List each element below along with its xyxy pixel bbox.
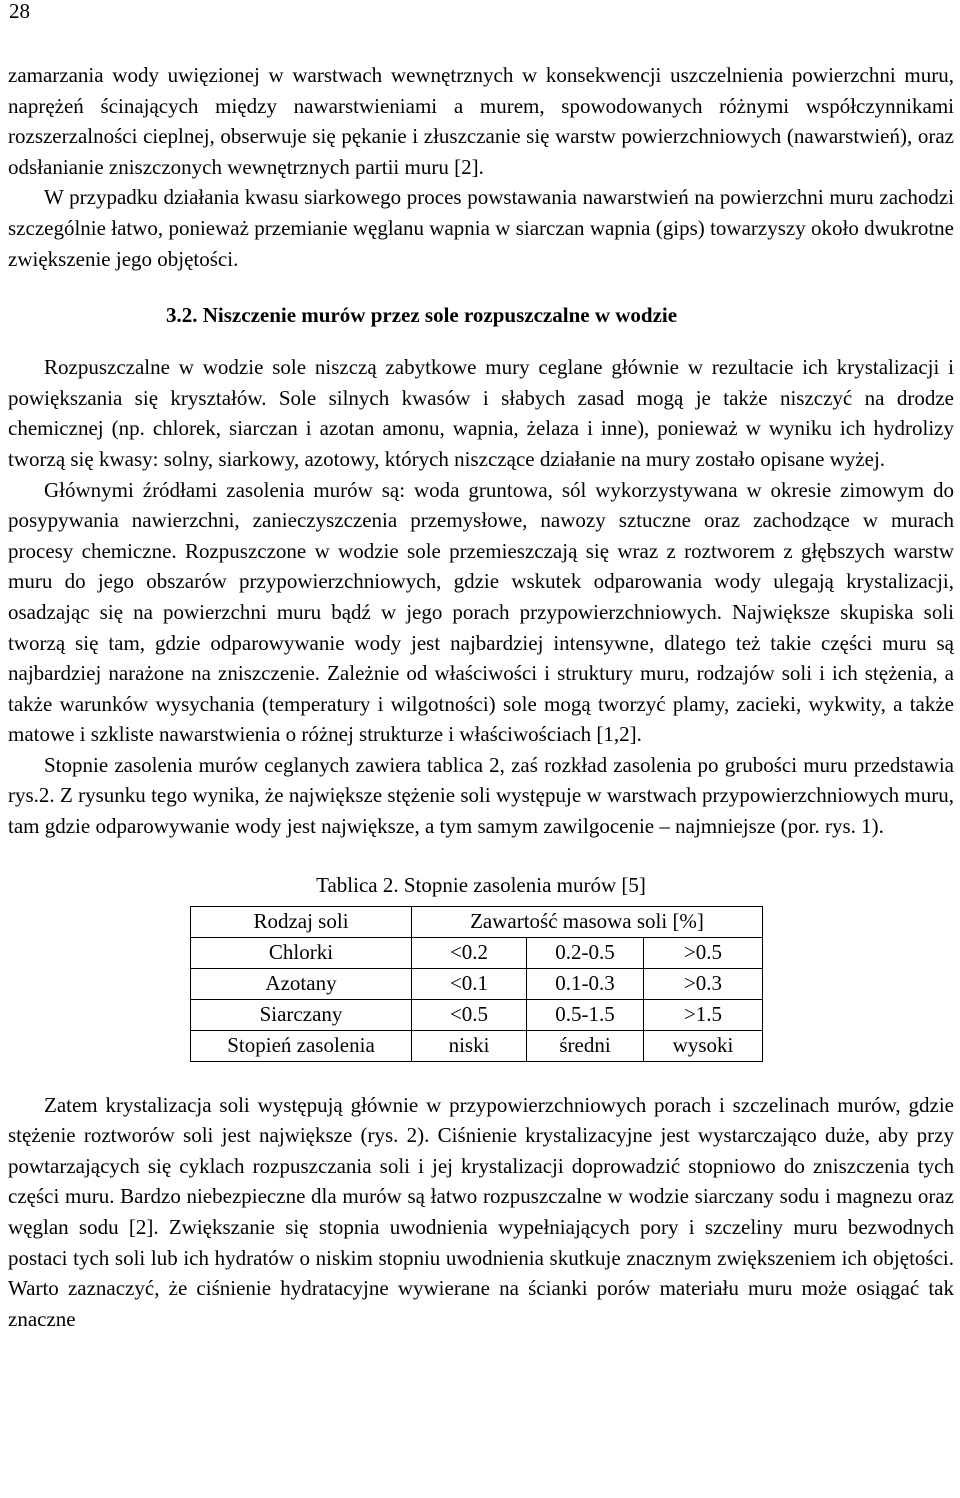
paragraph-salinity-sources: Głównymi źródłami zasolenia murów są: woda gruntowa, sól wykorzystywana w okresie zimowym do posypywania nawierzchni, zanieczyszczenia przemysłowe, nawozy sztuczne oraz zachodzące w murach procesy chemiczne. Rozpuszczone w wodzie sole przemieszczają się wraz z roztworem z głębszych warstw muru do jego obszarów przypowierzchniowych, gdzie wskutek odparowania wody ulegają krystalizacji, osadzając się na powierzchni muru bądź w jego porach przypowierzchniowych. Największe skupiska soli tworzą się tam, gdzie odparowywanie wody jest najbardziej intensywne, dlatego też takie części muru są najbardziej narażone na zniszczenie. Zależnie od właściwości i struktury muru, rodzajów soli i ich stężenia, a także warunków wysychania (temperatury i wilgotności) sole mogą tworzyć plamy, zacieki, wykwity, a także matowe i szkliste nawarstwienia o różnej strukturze i właściwościach [1,2]. (8, 477, 954, 747)
table-cell: Stopień zasolenia (191, 1030, 412, 1061)
table-cell: 0.5-1.5 (527, 999, 644, 1030)
table-row (191, 999, 763, 1030)
table-cell: <0.1 (412, 968, 527, 999)
table-cell: wysoki (644, 1030, 763, 1061)
table-cell: 0.2-0.5 (527, 937, 644, 968)
table-cell: 0.1-0.3 (527, 968, 644, 999)
table-header-row (191, 906, 763, 937)
salinity-table (190, 906, 763, 1062)
table-row (191, 1030, 763, 1061)
table-header-cell: Rodzaj soli (191, 906, 412, 937)
table-cell: średni (527, 1030, 644, 1061)
section-heading: 3.2. Niszczenie murów przez sole rozpuszczalne w wodzie (166, 303, 678, 328)
paragraph-soluble-salts: Rozpuszczalne w wodzie sole niszczą zabytkowe mury ceglane głównie w rezultacie ich krystalizacji i powiększania się kryształów. Sole silnych kwasów i słabych zasad mogą je także niszczyć na drodze chemicznej (np. chlorek, siarczan i azotan amonu, wapnia, żelaza i inne), ponieważ w wyniku ich hydrolizy tworzą się kwasy: solny, siarkowy, azotowy, których niszczące działanie na mury zostało opisane wyżej. (8, 355, 954, 471)
table-cell: <0.2 (412, 937, 527, 968)
table-cell: >1.5 (644, 999, 763, 1030)
paragraph-sulfuric-acid: W przypadku działania kwasu siarkowego proces powstawania nawarstwień na powierzchni muru zachodzi szczególnie łatwo, ponieważ przemianie węglanu wapnia w siarczan wapnia (gips) towarzyszy około dwukrotne zwiększenie jego objętości. (8, 185, 954, 271)
table-header-cell: Zawartość masowa soli [%] (412, 906, 763, 937)
table-cell: Siarczany (191, 999, 412, 1030)
paragraph-salinity-degrees: Stopnie zasolenia murów ceglanych zawiera tablica 2, zaś rozkład zasolenia po grubości muru przedstawia rys.2. Z rysunku tego wynika, że największe stężenie soli występuje w warstwach przypowierzchniowych muru, tam gdzie odparowywanie wody jest największe, a tym samym zawilgocenie – najmniejsze (por. rys. 1). (8, 752, 954, 839)
table-cell: Chlorki (191, 937, 412, 968)
table-row (191, 937, 763, 968)
table-cell: <0.5 (412, 999, 527, 1030)
paragraph-crystallization: Zatem krystalizacja soli występują głównie w przypowierzchniowych porach i szczelinach murów, gdzie stężenie roztworów soli jest największe (rys. 2). Ciśnienie krystalizacyjne jest wystarczająco duże, aby przy powtarzających się cyklach rozpuszczania soli i jej krystalizacji doprowadzić stopniowo do zniszczenia tych części muru. Bardzo niebezpieczne dla murów są łatwo rozpuszczalne w wodzie siarczany sodu i magnezu oraz węglan sodu [2]. Zwiększanie się stopnia uwodnienia wypełniających pory i szczeliny muru bezwodnych postaci tych soli lub ich hydratów o niskim stopniu uwodnienia skutkuje znacznym zwiększeniem ich objętości. Warto zaznaczyć, że ciśnienie hydratacyjne wywierane na ścianki porów materiału muru może osiągać tak znaczne (8, 1092, 954, 1331)
table-cell: >0.3 (644, 968, 763, 999)
table-cell: niski (412, 1030, 527, 1061)
page-content (8, 60, 954, 1334)
paragraph-continuation: zamarzania wody uwięzionej w warstwach wewnętrznych w konsekwencji uszczelnienia powierzchni muru, naprężeń ścinających między nawarstwieniami a murem, spowodowanych różnymi współczynnikami rozszerzalności cieplnej, obserwuje się pękanie i złuszczanie się warstw powierzchniowych (nawarstwień), oraz odsłanianie zniszczonych wewnętrznych partii muru [2]. (8, 63, 954, 179)
table-row (191, 968, 763, 999)
page-number: 28 (9, 0, 30, 23)
table-caption: Tablica 2. Stopnie zasolenia murów [5] (316, 872, 646, 897)
table-cell: Azotany (191, 968, 412, 999)
table-cell: >0.5 (644, 937, 763, 968)
